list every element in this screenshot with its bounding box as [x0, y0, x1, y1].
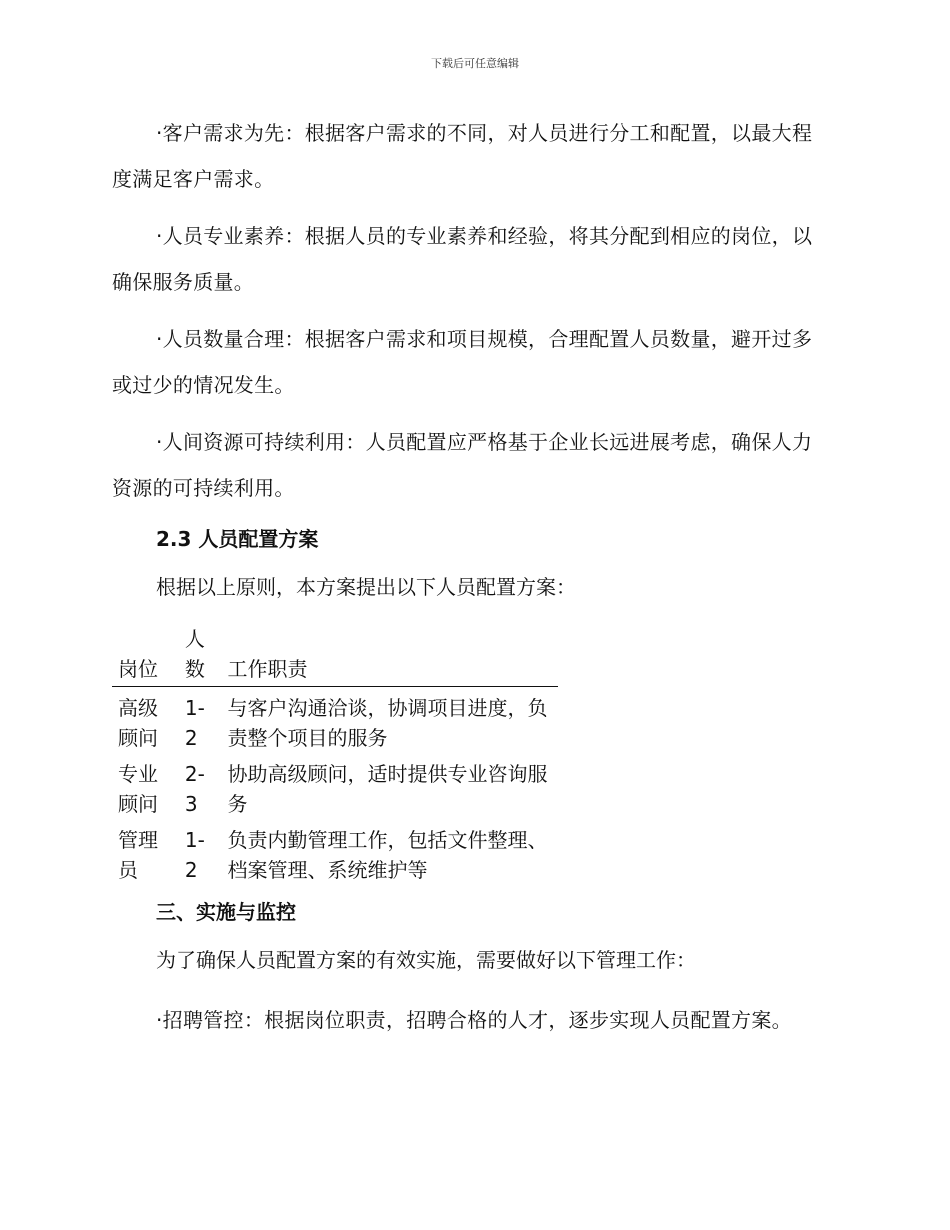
- section-3-lead: 为了确保人员配置方案的有效实施，需要做好以下管理工作：: [156, 948, 696, 972]
- cell-position: 高级顾问: [118, 696, 158, 750]
- table-row: [112, 687, 558, 754]
- cell-count: 1-2: [184, 696, 205, 750]
- header-count: 人数: [184, 627, 205, 681]
- staffing-table: [112, 624, 558, 885]
- cell-count: 1-2: [184, 828, 205, 882]
- document-body: [112, 110, 824, 1054]
- header-duties: 工作职责: [227, 657, 308, 681]
- header-position: 岗位: [118, 657, 158, 681]
- principle-sustainable-resources: ·人间资源可持续利用：人员配置应严格基于企业长远进展考虑，确保人力资源的可持续利用。: [112, 430, 813, 500]
- cell-duties: 协助高级顾问，适时提供专业咨询服务: [227, 762, 548, 816]
- cell-duties: 负责内勤管理工作，包括文件整理、档案管理、系统维护等: [227, 828, 548, 882]
- section-2-3-lead: 根据以上原则，本方案提出以下人员配置方案：: [156, 575, 576, 599]
- page-header-note: 下载后可任意编辑: [431, 57, 519, 70]
- table-row: [112, 753, 558, 819]
- principle-customer-first: ·客户需求为先：根据客户需求的不同，对人员进行分工和配置，以最大程度满足客户需求。: [112, 121, 813, 191]
- section-heading-2-3: 2.3 人员配置方案: [156, 527, 319, 551]
- recruitment-control-paragraph: ·招聘管控：根据岗位职责，招聘合格的人才，逐步实现人员配置方案。: [156, 1008, 792, 1032]
- cell-count: 2-3: [184, 762, 205, 816]
- section-heading-3: 三、实施与监控: [156, 900, 296, 924]
- cell-duties: 与客户沟通洽谈，协调项目进度，负责整个项目的服务: [227, 696, 548, 750]
- table-row: [112, 819, 558, 885]
- principle-professionalism: ·人员专业素养：根据人员的专业素养和经验，将其分配到相应的岗位，以确保服务质量。: [112, 224, 813, 294]
- cell-position: 管理员: [118, 828, 158, 882]
- cell-position: 专业顾问: [118, 762, 158, 816]
- table-header-row: [112, 624, 558, 687]
- principle-reasonable-count: ·人员数量合理：根据客户需求和项目规模，合理配置人员数量，避开过多或过少的情况发生。: [112, 327, 813, 397]
